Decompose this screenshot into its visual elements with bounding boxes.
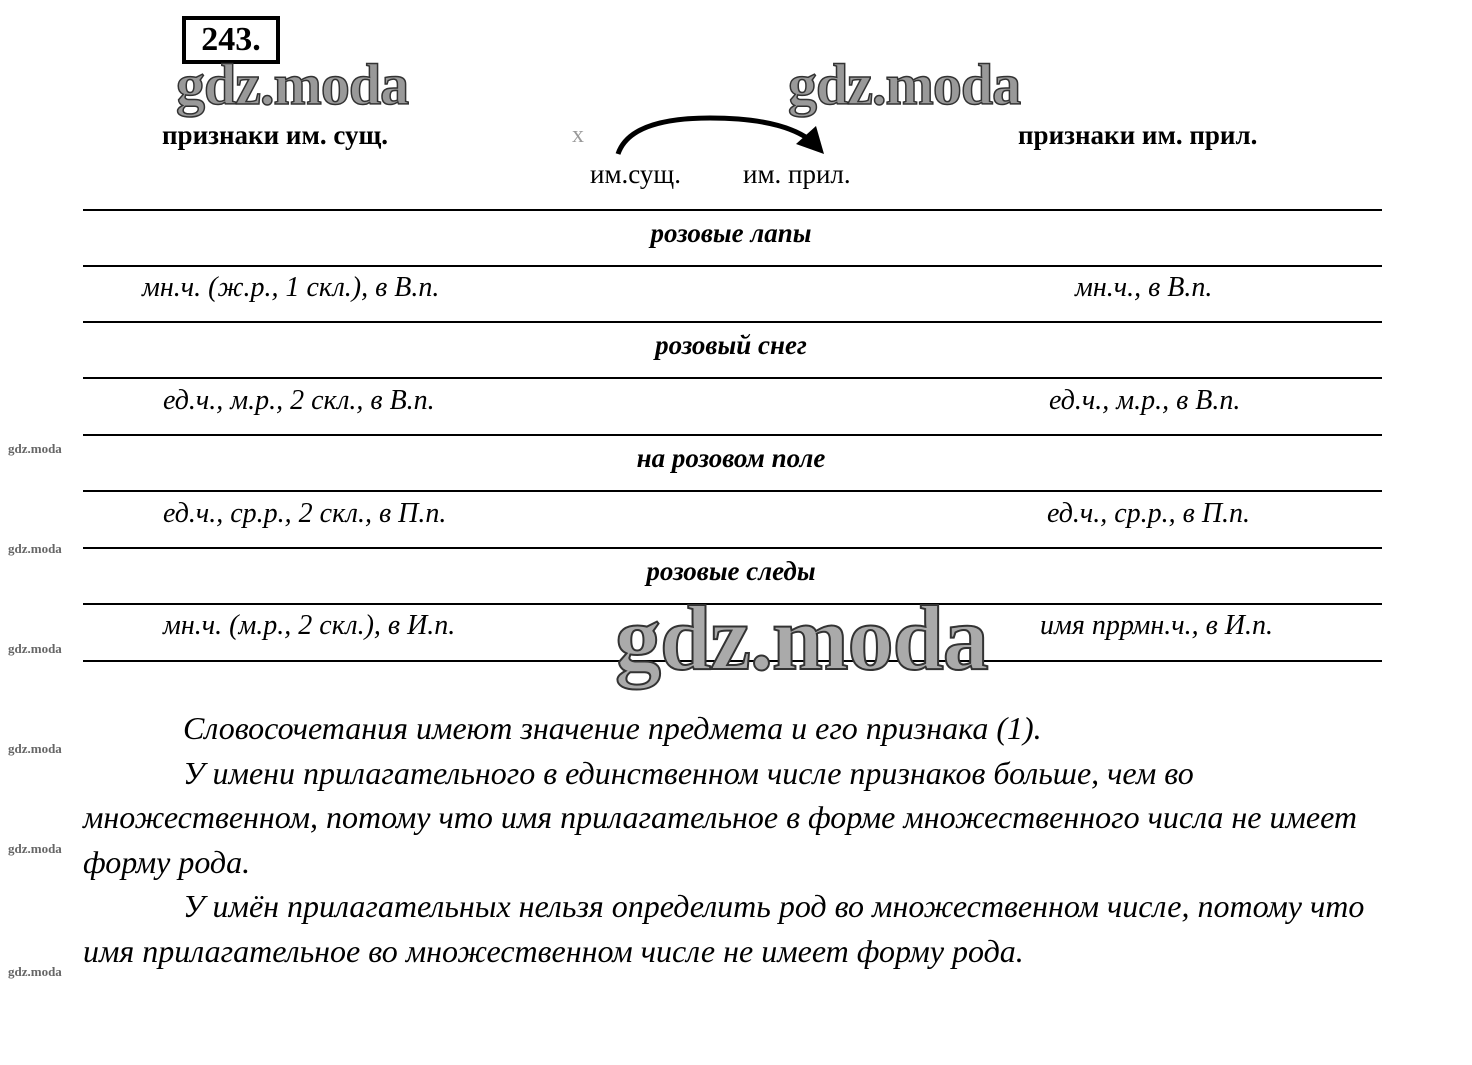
divider — [83, 434, 1382, 436]
paragraph: Словосочетания имеют значение предмета и его признака (1). — [183, 710, 1042, 746]
divider — [83, 490, 1382, 492]
watermark-small: gdz.moda — [8, 741, 62, 756]
adj-features-cell: ед.ч., м.р., в В.п. — [1049, 385, 1241, 416]
watermark-small: gdz.moda — [8, 964, 62, 979]
watermark-logo: gdz.moda — [615, 587, 988, 689]
phrase-row: розовый снег — [655, 330, 807, 360]
adj-label: им. прил. — [743, 159, 851, 189]
watermark-logo: gdz.moda — [788, 52, 1021, 117]
watermark-small: gdz.moda — [8, 441, 62, 456]
watermark-logo: gdz.moda — [176, 52, 409, 117]
divider — [83, 547, 1382, 549]
watermark-small: gdz.moda — [8, 641, 62, 656]
adj-features-cell: мн.ч., в В.п. — [1075, 272, 1213, 303]
divider — [83, 209, 1382, 211]
arrow-icon — [610, 110, 830, 160]
phrase-row: розовые следы — [646, 556, 816, 586]
adj-features-header: признаки им. прил. — [1018, 120, 1258, 150]
paragraph: У имени прилагательного в единственном числе признаков больше, чем во множественном, потому что имя прилагательное в форме множественного числа не имеет форму рода. — [83, 754, 1357, 880]
adj-features-cell: имя пррмн.ч., в И.п. — [1040, 610, 1273, 641]
paragraph: У имён прилагательных нельзя определить род во множественном числе, потому что имя прилагательное во множественном числе не имеет форму рода. — [83, 888, 1365, 969]
exercise-number: 243. — [182, 16, 280, 64]
answer-text — [83, 706, 1383, 974]
noun-features-cell: ед.ч., ср.р., 2 скл., в П.п. — [163, 498, 447, 529]
cross-mark: x — [572, 122, 584, 148]
noun-features-header: признаки им. сущ. — [162, 120, 389, 150]
watermark-small: gdz.moda — [8, 841, 62, 856]
noun-features-cell: ед.ч., м.р., 2 скл., в В.п. — [163, 385, 435, 416]
divider — [83, 377, 1382, 379]
phrase-row: на розовом поле — [636, 443, 826, 473]
noun-label: им.сущ. — [590, 159, 681, 189]
divider — [83, 265, 1382, 267]
divider — [83, 321, 1382, 323]
noun-features-cell: мн.ч. (ж.р., 1 скл.), в В.п. — [142, 272, 440, 303]
watermark-small: gdz.moda — [8, 541, 62, 556]
adj-features-cell: ед.ч., ср.р., в П.п. — [1047, 498, 1251, 529]
phrase-row: розовые лапы — [650, 218, 812, 248]
noun-features-cell: мн.ч. (м.р., 2 скл.), в И.п. — [163, 610, 456, 641]
